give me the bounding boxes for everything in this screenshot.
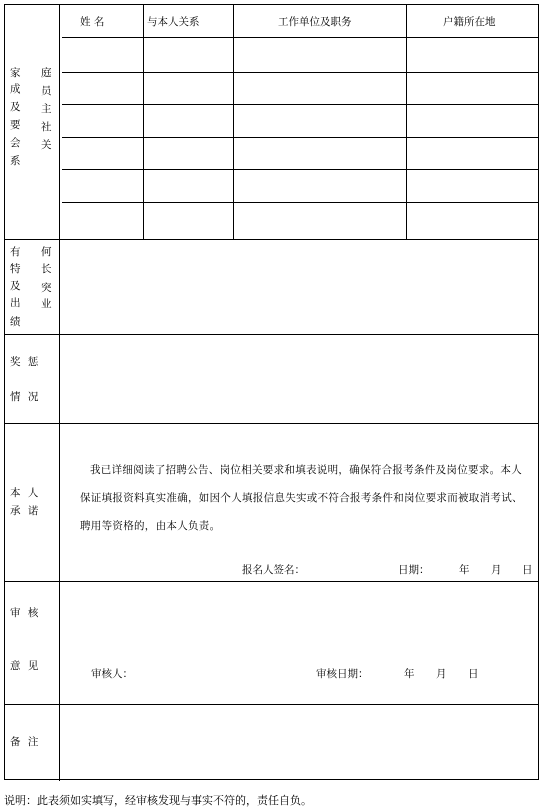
pledge-day: 日 (522, 564, 533, 576)
family-label-char: 系 (10, 155, 21, 167)
awards-label: 奖 惩 (10, 356, 41, 368)
reviewer-label: 审核人： (91, 668, 133, 680)
section-divider (5, 239, 538, 240)
family-row-line (62, 169, 538, 170)
pledge-label: 本 人 (10, 487, 41, 499)
review-label: 审 核 (10, 607, 41, 619)
family-label-char: 要 (10, 119, 21, 131)
specialty-label-char: 出 (10, 297, 21, 309)
section-divider (5, 334, 538, 335)
family-column-line (233, 5, 234, 239)
label-column-line (59, 5, 60, 781)
specialty-label-char: 何 (41, 246, 52, 258)
review-month: 月 (436, 668, 447, 680)
family-label-char: 家 (10, 67, 21, 79)
family-label-char: 关 (41, 139, 52, 151)
awards-label: 情 况 (10, 391, 41, 403)
family-label-char: 成 (10, 83, 21, 95)
family-label-char: 主 (41, 103, 52, 115)
specialty-label-char: 有 (10, 246, 21, 258)
specialty-label-char: 绩 (10, 316, 21, 328)
review-year: 年 (404, 668, 415, 680)
header-relation: 与本人关系 (147, 16, 200, 28)
pledge-month: 月 (491, 564, 502, 576)
family-column-line (143, 5, 144, 239)
review-date-label: 审核日期： (316, 668, 369, 680)
family-header-line (62, 37, 538, 38)
pledge-year: 年 (459, 564, 470, 576)
footnote: 说明：此表须如实填写，经审核发现与事实不符的，责任自负。 (4, 794, 312, 807)
family-label-char: 社 (41, 121, 52, 133)
pledge-paragraph: 我已详细阅读了招聘公告、岗位相关要求和填表说明，确保符合报考条件及岗位要求。本人保证填报资料真实准确，如因个人填报信息失实或不符合报考条件和岗位要求而被取消考试、聘用等资格的，由本人负责。 (80, 464, 523, 532)
family-label-char: 庭 (41, 67, 52, 79)
family-row-line (62, 104, 538, 105)
section-divider (5, 704, 538, 705)
review-day: 日 (468, 668, 479, 680)
family-row-line (62, 202, 538, 203)
family-label-char: 及 (10, 101, 21, 113)
family-row-line (62, 72, 538, 73)
specialty-label-char: 特 (10, 263, 21, 275)
specialty-label-char: 长 (41, 263, 52, 275)
family-label-char: 员 (41, 85, 52, 97)
section-divider (5, 423, 538, 424)
header-work: 工作单位及职务 (278, 16, 352, 28)
family-column-line (406, 5, 407, 239)
header-name: 姓 名 (80, 16, 105, 28)
section-divider (5, 581, 538, 582)
family-label-char: 会 (10, 137, 21, 149)
remarks-label: 备 注 (10, 736, 41, 748)
registration-form-table (4, 4, 539, 780)
pledge-label: 承 诺 (10, 505, 41, 517)
specialty-label-char: 突 (41, 282, 52, 294)
pledge-date-label: 日期： (398, 564, 430, 576)
review-label: 意 见 (10, 660, 41, 672)
specialty-label-char: 业 (41, 298, 52, 310)
signature-label: 报名人签名： (242, 564, 305, 576)
family-row-line (62, 137, 538, 138)
specialty-label-char: 及 (10, 280, 21, 292)
header-hukou: 户籍所在地 (443, 16, 496, 28)
